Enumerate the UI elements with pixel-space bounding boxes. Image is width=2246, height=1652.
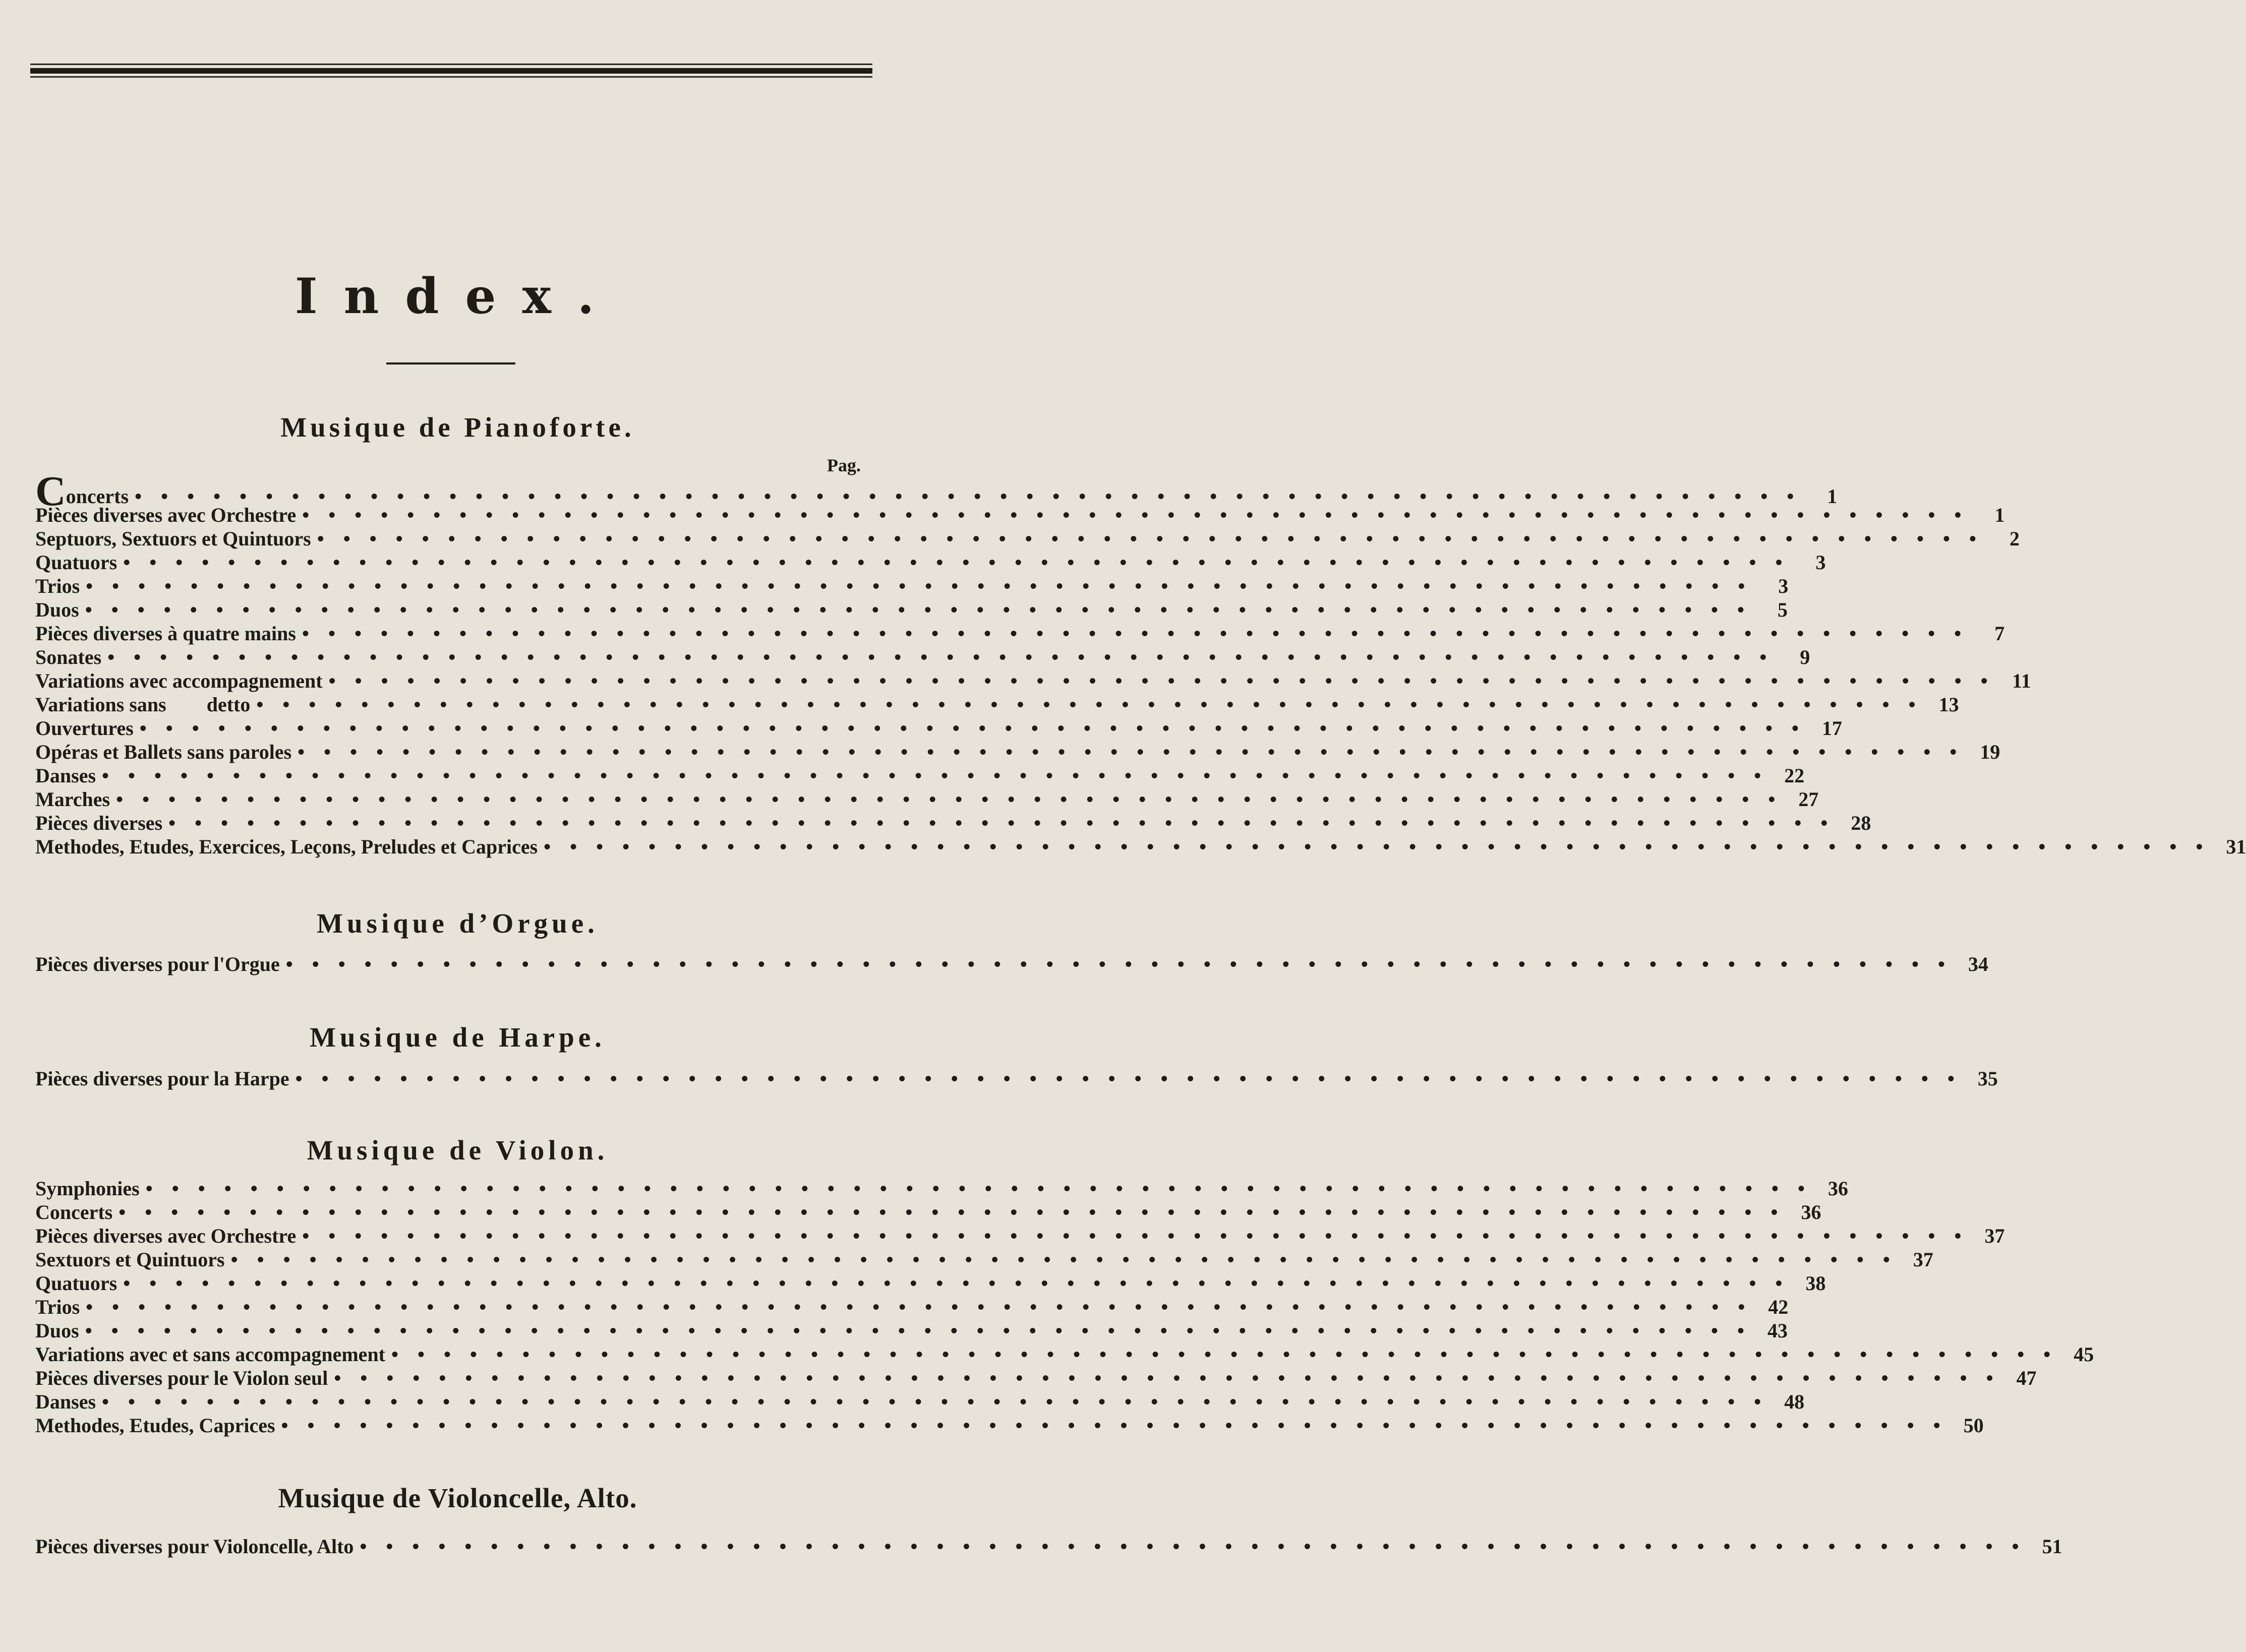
toc-entry bbox=[35, 1296, 1789, 1318]
toc-entry-page: 47 bbox=[2016, 1367, 2037, 1389]
toc-entry-label: Variations sans detto bbox=[35, 693, 251, 716]
dot-leader: • • • • • • • • • • • • • • • • • • • • • • • • • • • • • • • • • • • • • • • • • • • • • • • • • • • • • • • • • • • • • • • • bbox=[123, 1272, 1790, 1295]
toc-entry bbox=[35, 1343, 2094, 1366]
toc-entry-label: Pièces diverses avec Orchestre bbox=[35, 504, 297, 526]
toc-entry-page: 48 bbox=[1784, 1390, 1805, 1413]
toc-entry-page: 19 bbox=[1980, 741, 2000, 763]
dot-leader: • • • • • • • • • • • • • • • • • • • • • • • • • • • • • • • • • • • • • • • • • • • • • • • • • • • • • • • • • • • • • • • • bbox=[302, 504, 1969, 526]
toc-entry-page: 13 bbox=[1938, 693, 1959, 716]
toc-entry-label: Variations avec et sans accompagnement bbox=[35, 1343, 386, 1366]
dot-leader: • • • • • • • • • • • • • • • • • • • • • • • • • • • • • • • • • • • • • • • • • • • • • • • • • • • • • • • • • • • • • • • • bbox=[302, 622, 1969, 645]
toc-entry bbox=[35, 812, 1871, 834]
toc-entry-label: Pièces diverses à quatre mains bbox=[35, 622, 296, 645]
toc-entry-label: Symphonies bbox=[35, 1177, 140, 1200]
dot-leader: • • • • • • • • • • • • • • • • • • • • • • • • • • • • • • • • • • • • • • • • • • • • • • • • • • • • • • • • • • • • • • • • bbox=[85, 1319, 1751, 1342]
dot-leader: • • • • • • • • • • • • • • • • • • • • • • • • • • • • • • • • • • • • • • • • • • • • • • • • • • • • • • • • • • • • • • • • bbox=[116, 788, 1783, 811]
toc-entry bbox=[35, 622, 2005, 645]
toc-entry-label: Danses bbox=[35, 764, 96, 787]
toc-entry-page: 36 bbox=[1801, 1201, 1821, 1223]
dot-leader: • • • • • • • • • • • • • • • • • • • • • • • • • • • • • • • • • • • • • • • • • • • • • • • • • • • • • • • • • • • • • • • • bbox=[85, 598, 1751, 621]
toc-entry bbox=[35, 1225, 2005, 1247]
dot-leader: • • • • • • • • • • • • • • • • • • • • • • • • • • • • • • • • • • • • • • • • • • • • • • • • • • • • • • • • • • • • • • • • bbox=[135, 485, 1801, 508]
toc-entry bbox=[35, 1201, 1821, 1223]
toc-entry bbox=[35, 575, 1789, 597]
toc-entry-page: 27 bbox=[1798, 788, 1819, 811]
toc-entry-page: 35 bbox=[1977, 1067, 1998, 1090]
dot-leader: • • • • • • • • • • • • • • • • • • • • • • • • • • • • • • • • • • • • • • • • • • • • • • • • • • • • • • • • • • • • • • • • bbox=[544, 835, 2210, 858]
dot-leader: • • • • • • • • • • • • • • • • • • • • • • • • • • • • • • • • • • • • • • • • • • • • • • • • • • • • • • • • • • • • • • • • bbox=[168, 812, 1835, 834]
toc-entry-page: 42 bbox=[1768, 1296, 1789, 1318]
toc-entry bbox=[35, 669, 2031, 692]
toc-entry-page: 3 bbox=[1778, 575, 1789, 597]
toc-entry bbox=[35, 1067, 1998, 1090]
dot-leader: • • • • • • • • • • • • • • • • • • • • • • • • • • • • • • • • • • • • • • • • • • • • • • • • • • • • • • • • • • • • • • • • bbox=[123, 551, 1790, 574]
toc-entry-label: oncerts bbox=[66, 485, 129, 508]
toc-entry-page: 1 bbox=[1994, 504, 2005, 526]
toc-entry bbox=[35, 646, 1810, 668]
toc-entry bbox=[35, 504, 2005, 526]
toc-entry-page: 5 bbox=[1777, 598, 1788, 621]
toc-entry bbox=[35, 764, 1805, 787]
toc-entry bbox=[35, 1248, 1933, 1271]
dot-leader: • • • • • • • • • • • • • • • • • • • • • • • • • • • • • • • • • • • • • • • • • • • • • • • • • • • • • • • • • • • • • • • • bbox=[86, 575, 1752, 597]
dot-leader: • • • • • • • • • • • • • • • • • • • • • • • • • • • • • • • • • • • • • • • • • • • • • • • • • • • • • • • • • • • • • • • • bbox=[139, 717, 1806, 740]
pag-label: Pag. bbox=[827, 455, 861, 475]
toc-entry-page: 50 bbox=[1963, 1414, 1984, 1437]
toc-entry-page: 1 bbox=[1827, 485, 1838, 508]
index-title: Index. bbox=[294, 268, 621, 325]
toc-entry-label: Marches bbox=[35, 788, 110, 811]
toc-entry bbox=[35, 1367, 2037, 1389]
dot-leader: • • • • • • • • • • • • • • • • • • • • • • • • • • • • • • • • • • • • • • • • • • • • • • • • • • • • • • • • • • • • • • • • bbox=[360, 1535, 2026, 1558]
toc-entry-label: Trios bbox=[35, 1296, 80, 1318]
dot-leader: • • • • • • • • • • • • • • • • • • • • • • • • • • • • • • • • • • • • • • • • • • • • • • • • • • • • • • • • • • • • • • • • bbox=[145, 1177, 1812, 1200]
dot-leader: • • • • • • • • • • • • • • • • • • • • • • • • • • • • • • • • • • • • • • • • • • • • • • • • • • • • • • • • • • • • • • • • bbox=[281, 1414, 1947, 1437]
dot-leader: • • • • • • • • • • • • • • • • • • • • • • • • • • • • • • • • • • • • • • • • • • • • • • • • • • • • • • • • • • • • • • • • bbox=[119, 1201, 1785, 1223]
toc-entry-label: Concerts bbox=[35, 1201, 113, 1223]
toc-entry-label: Duos bbox=[35, 598, 79, 621]
toc-entry bbox=[35, 1535, 2062, 1558]
toc-entry-label: Quatuors bbox=[35, 1272, 117, 1295]
dot-leader: • • • • • • • • • • • • • • • • • • • • • • • • • • • • • • • • • • • • • • • • • • • • • • • • • • • • • • • • • • • • • • • • bbox=[391, 1343, 2058, 1366]
toc-entry-page: 7 bbox=[1994, 622, 2005, 645]
section-heading-violoncelle-alto: Musique de Violoncelle, Alto. bbox=[278, 1483, 637, 1513]
dot-leader: • • • • • • • • • • • • • • • • • • • • • • • • • • • • • • • • • • • • • • • • • • • • • • • • • • • • • • • • • • • • • • • • bbox=[317, 527, 1983, 550]
toc-entry-label: Pièces diverses pour Violoncelle, Alto bbox=[35, 1535, 354, 1558]
toc-entry-label: Pièces diverses pour l'Orgue bbox=[35, 953, 280, 975]
toc-entry-page: 43 bbox=[1767, 1319, 1788, 1342]
toc-entry-page: 31 bbox=[2226, 835, 2246, 858]
title-underline bbox=[386, 362, 515, 364]
toc-entry bbox=[35, 551, 1826, 574]
top-double-rule bbox=[30, 64, 872, 79]
toc-entry-label: Quatuors bbox=[35, 551, 117, 574]
dot-leader: • • • • • • • • • • • • • • • • • • • • • • • • • • • • • • • • • • • • • • • • • • • • • • • • • • • • • • • • • • • • • • • • bbox=[102, 1390, 1768, 1413]
dot-leader: • • • • • • • • • • • • • • • • • • • • • • • • • • • • • • • • • • • • • • • • • • • • • • • • • • • • • • • • • • • • • • • • bbox=[256, 693, 1923, 716]
toc-entry-label: Ouvertures bbox=[35, 717, 134, 740]
toc-entry-page: 11 bbox=[2012, 669, 2031, 692]
section-heading-pianoforte: Musique de Pianoforte. bbox=[280, 412, 635, 443]
toc-entry-page: 38 bbox=[1805, 1272, 1826, 1295]
toc-entry-page: 34 bbox=[1968, 953, 1988, 975]
dot-leader: • • • • • • • • • • • • • • • • • • • • • • • • • • • • • • • • • • • • • • • • • • • • • • • • • • • • • • • • • • • • • • • • bbox=[334, 1367, 2000, 1389]
toc-entry-label: Variations avec accompagnement bbox=[35, 669, 323, 692]
toc-entry-page: 37 bbox=[1984, 1225, 2005, 1247]
drop-capital: C bbox=[35, 468, 66, 515]
toc-entry bbox=[35, 1319, 1788, 1342]
toc-entry-label: Pièces diverses pour le Violon seul bbox=[35, 1367, 328, 1389]
toc-entry-label: Danses bbox=[35, 1390, 96, 1413]
toc-entry-page: 9 bbox=[1800, 646, 1810, 668]
toc-entry bbox=[35, 953, 1988, 975]
toc-entry-page: 17 bbox=[1822, 717, 1843, 740]
toc-entry bbox=[35, 693, 1959, 716]
toc-entry-label: Pièces diverses bbox=[35, 812, 163, 834]
toc-entry-page: 3 bbox=[1815, 551, 1826, 574]
dot-leader: • • • • • • • • • • • • • • • • • • • • • • • • • • • • • • • • • • • • • • • • • • • • • • • • • • • • • • • • • • • • • • • • bbox=[298, 741, 1964, 763]
toc-entry-page: 28 bbox=[1851, 812, 1871, 834]
toc-entry-label: Pièces diverses pour la Harpe bbox=[35, 1067, 289, 1090]
section-heading-violon: Musique de Violon. bbox=[307, 1135, 609, 1166]
toc-entry bbox=[35, 1390, 1805, 1413]
toc-entry bbox=[35, 788, 1819, 811]
section-heading-orgue: Musique d’Orgue. bbox=[317, 908, 599, 939]
toc-entry-label: Duos bbox=[35, 1319, 79, 1342]
toc-entry bbox=[35, 598, 1788, 621]
toc-entry-label: Septuors, Sextuors et Quintuors bbox=[35, 527, 311, 550]
toc-entry-label: Methodes, Etudes, Caprices bbox=[35, 1414, 275, 1437]
toc-entry bbox=[35, 741, 2000, 763]
toc-entry-label: Sonates bbox=[35, 646, 102, 668]
toc-entry bbox=[35, 1177, 1848, 1200]
toc-entry-page: 45 bbox=[2074, 1343, 2094, 1366]
dot-leader: • • • • • • • • • • • • • • • • • • • • • • • • • • • • • • • • • • • • • • • • • • • • • • • • • • • • • • • • • • • • • • • • bbox=[285, 953, 1952, 975]
toc-entry bbox=[35, 835, 2246, 858]
toc-entry-page: 22 bbox=[1784, 764, 1805, 787]
toc-entry bbox=[35, 1414, 1984, 1437]
toc-entry bbox=[35, 717, 1843, 740]
dot-leader: • • • • • • • • • • • • • • • • • • • • • • • • • • • • • • • • • • • • • • • • • • • • • • • • • • • • • • • • • • • • • • • • bbox=[86, 1296, 1752, 1318]
dot-leader: • • • • • • • • • • • • • • • • • • • • • • • • • • • • • • • • • • • • • • • • • • • • • • • • • • • • • • • • • • • • • • • • bbox=[102, 764, 1768, 787]
toc-entry-label: Trios bbox=[35, 575, 80, 597]
toc-entry-page: 2 bbox=[2009, 527, 2020, 550]
dot-leader: • • • • • • • • • • • • • • • • • • • • • • • • • • • • • • • • • • • • • • • • • • • • • • • • • • • • • • • • • • • • • • • • bbox=[230, 1248, 1897, 1271]
toc-entry-label: Sextuors et Quintuors bbox=[35, 1248, 225, 1271]
toc-entry-label: Pièces diverses avec Orchestre bbox=[35, 1225, 297, 1247]
toc-entry-page: 36 bbox=[1828, 1177, 1848, 1200]
dot-leader: • • • • • • • • • • • • • • • • • • • • • • • • • • • • • • • • • • • • • • • • • • • • • • • • • • • • • • • • • • • • • • • • bbox=[107, 646, 1774, 668]
toc-entry-label: Methodes, Etudes, Exercices, Leçons, Preludes et Caprices bbox=[35, 835, 538, 858]
toc-entry-label: Opéras et Ballets sans paroles bbox=[35, 741, 292, 763]
dot-leader: • • • • • • • • • • • • • • • • • • • • • • • • • • • • • • • • • • • • • • • • • • • • • • • • • • • • • • • • • • • • • • • • bbox=[302, 1225, 1969, 1247]
toc-entry-page: 51 bbox=[2042, 1535, 2062, 1558]
toc-entry bbox=[35, 1272, 1826, 1295]
toc-entry-page: 37 bbox=[1913, 1248, 1933, 1271]
toc-entry bbox=[35, 527, 2020, 550]
section-heading-harpe: Musique de Harpe. bbox=[310, 1022, 606, 1053]
dot-leader: • • • • • • • • • • • • • • • • • • • • • • • • • • • • • • • • • • • • • • • • • • • • • • • • • • • • • • • • • • • • • • • • bbox=[295, 1067, 1962, 1090]
dot-leader: • • • • • • • • • • • • • • • • • • • • • • • • • • • • • • • • • • • • • • • • • • • • • • • • • • • • • • • • • • • • • • • • bbox=[328, 669, 1995, 692]
